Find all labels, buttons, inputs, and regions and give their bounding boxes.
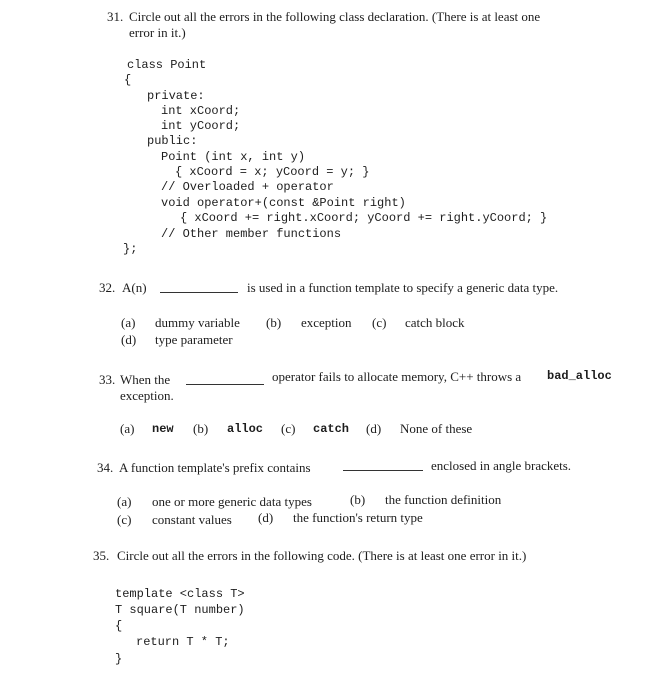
- q34-option-text: one or more generic data types: [152, 494, 312, 509]
- q34-suffix: enclosed in angle brackets.: [431, 458, 572, 473]
- q31-code-line: int xCoord;: [161, 104, 241, 118]
- q32-option-text: catch block: [405, 315, 465, 330]
- q32-prefix: A(n): [122, 280, 147, 295]
- q31-code-line: void operator+(const &Point right): [161, 196, 406, 210]
- q31-code-line: { xCoord = x; yCoord = y; }: [175, 165, 370, 179]
- q33-prefix: When the: [120, 372, 171, 387]
- q34-option-text: the function definition: [385, 492, 502, 507]
- q31-code-line: class Point: [127, 58, 207, 72]
- q33-code-word: bad_alloc: [547, 369, 612, 383]
- q32-suffix: is used in a function template to specify a generic data type.: [247, 280, 559, 295]
- q31-code-line: int yCoord;: [161, 119, 241, 133]
- q33-answer-blank[interactable]: [186, 384, 264, 385]
- q33-option-text: None of these: [400, 421, 473, 436]
- q33-option-text: new: [152, 422, 174, 436]
- q31-code-line: Point (int x, int y): [161, 150, 306, 164]
- q34-option-text: the function's return type: [293, 510, 423, 525]
- q35-code-line: T square(T number): [115, 603, 245, 617]
- q33-line2: exception.: [120, 388, 174, 403]
- q31-code-line: {: [124, 73, 132, 87]
- q32-option-letter: (d): [121, 332, 137, 347]
- q32-option-text: exception: [301, 315, 352, 330]
- q32-answer-blank[interactable]: [160, 292, 238, 293]
- q34-option-letter: (b): [350, 492, 366, 507]
- q31-code-line: };: [123, 242, 138, 256]
- q33-option-letter: (c): [281, 421, 296, 436]
- q33-number: 33.: [99, 372, 116, 387]
- q31-code-line: public:: [147, 134, 198, 148]
- q35-number: 35.: [93, 548, 110, 563]
- q33-option-letter: (b): [193, 421, 209, 436]
- q32-option-letter: (c): [372, 315, 387, 330]
- q35-code-line: template <class T>: [115, 587, 245, 601]
- q31-code-line: // Overloaded + operator: [161, 180, 334, 194]
- q31-code-line: // Other member functions: [161, 227, 342, 241]
- q33-suffix: operator fails to allocate memory, C++ throws a: [272, 369, 522, 384]
- q31-code-line: private:: [147, 89, 205, 103]
- q34-option-text: constant values: [152, 512, 232, 527]
- q31-number: 31.: [107, 9, 124, 24]
- q34-option-letter: (d): [258, 510, 274, 525]
- q35-code-line: {: [115, 619, 123, 633]
- q35-code-line: return T * T;: [136, 635, 230, 649]
- q32-number: 32.: [99, 280, 116, 295]
- q31-code-line: { xCoord += right.xCoord; yCoord += right.yCoord; }: [180, 211, 548, 225]
- q35-text: Circle out all the errors in the following code. (There is at least one error in it.): [117, 548, 527, 563]
- q33-option-letter: (a): [120, 421, 135, 436]
- q34-prefix: A function template's prefix contains: [119, 460, 311, 475]
- q33-option-text: alloc: [227, 422, 264, 436]
- q32-option-letter: (b): [266, 315, 282, 330]
- q34-option-letter: (c): [117, 512, 132, 527]
- q34-option-letter: (a): [117, 494, 132, 509]
- q34-answer-blank[interactable]: [343, 470, 423, 471]
- q32-option-letter: (a): [121, 315, 136, 330]
- q34-number: 34.: [97, 460, 114, 475]
- q33-option-text: catch: [313, 422, 350, 436]
- q33-option-letter: (d): [366, 421, 382, 436]
- q32-option-text: type parameter: [155, 332, 233, 347]
- q35-code-line: }: [115, 652, 123, 666]
- q31-text-line2: error in it.): [129, 25, 186, 40]
- q31-text-line1: Circle out all the errors in the following class declaration. (There is at least one: [129, 9, 541, 24]
- q32-option-text: dummy variable: [155, 315, 240, 330]
